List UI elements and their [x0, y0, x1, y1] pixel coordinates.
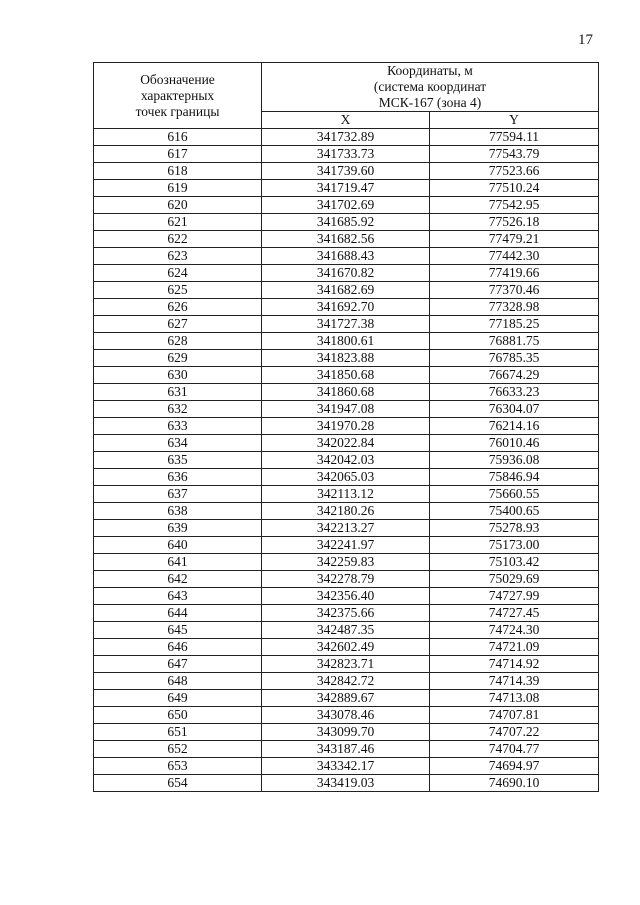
y-coordinate-cell: 75400.65 [430, 503, 599, 520]
x-coordinate-cell: 343342.17 [262, 758, 430, 775]
table-row [94, 333, 599, 350]
point-number-cell: 642 [94, 571, 262, 588]
x-coordinate-cell: 342042.03 [262, 452, 430, 469]
y-coordinate-cell: 74707.81 [430, 707, 599, 724]
x-coordinate-cell: 342022.84 [262, 435, 430, 452]
y-coordinate-cell: 77419.66 [430, 265, 599, 282]
y-coordinate-cell: 77542.95 [430, 197, 599, 214]
point-number-cell: 628 [94, 333, 262, 350]
table-row [94, 758, 599, 775]
table-row [94, 231, 599, 248]
y-coordinate-cell: 75936.08 [430, 452, 599, 469]
x-coordinate-cell: 342180.26 [262, 503, 430, 520]
y-coordinate-cell: 77510.24 [430, 180, 599, 197]
y-coordinate-cell: 77523.66 [430, 163, 599, 180]
x-coordinate-cell: 341860.68 [262, 384, 430, 401]
table-row [94, 520, 599, 537]
point-number-cell: 650 [94, 707, 262, 724]
y-coordinate-cell: 75029.69 [430, 571, 599, 588]
x-coordinate-cell: 342213.27 [262, 520, 430, 537]
point-number-cell: 639 [94, 520, 262, 537]
table-row [94, 486, 599, 503]
table-row [94, 690, 599, 707]
point-number-cell: 630 [94, 367, 262, 384]
table-row [94, 282, 599, 299]
point-number-cell: 647 [94, 656, 262, 673]
y-coordinate-cell: 77479.21 [430, 231, 599, 248]
x-coordinate-cell: 341850.68 [262, 367, 430, 384]
point-number-cell: 633 [94, 418, 262, 435]
point-number-cell: 653 [94, 758, 262, 775]
y-coordinate-cell: 74721.09 [430, 639, 599, 656]
y-coordinate-cell: 74714.92 [430, 656, 599, 673]
table-row [94, 503, 599, 520]
x-coordinate-cell: 341682.69 [262, 282, 430, 299]
table-row [94, 129, 599, 146]
x-coordinate-cell: 343187.46 [262, 741, 430, 758]
table-row [94, 214, 599, 231]
point-number-cell: 636 [94, 469, 262, 486]
y-coordinate-cell: 77370.46 [430, 282, 599, 299]
x-coordinate-cell: 341682.56 [262, 231, 430, 248]
point-number-cell: 646 [94, 639, 262, 656]
y-coordinate-cell: 76785.35 [430, 350, 599, 367]
table-row [94, 316, 599, 333]
x-coordinate-cell: 343099.70 [262, 724, 430, 741]
coordinates-table [93, 62, 599, 792]
point-header-line: Обозначение [140, 71, 215, 87]
x-coordinate-cell: 342113.12 [262, 486, 430, 503]
y-coordinate-cell: 75846.94 [430, 469, 599, 486]
y-coordinate-cell: 75173.00 [430, 537, 599, 554]
table-row [94, 435, 599, 452]
table-row [94, 180, 599, 197]
point-header-line: характерных [140, 87, 215, 103]
point-number-cell: 619 [94, 180, 262, 197]
x-coordinate-cell: 341727.38 [262, 316, 430, 333]
point-number-cell: 643 [94, 588, 262, 605]
point-number-cell: 635 [94, 452, 262, 469]
x-coordinate-cell: 341702.69 [262, 197, 430, 214]
point-number-cell: 623 [94, 248, 262, 265]
x-coordinate-cell: 343078.46 [262, 707, 430, 724]
y-coordinate-cell: 75278.93 [430, 520, 599, 537]
table-row [94, 299, 599, 316]
table-row [94, 588, 599, 605]
x-coordinate-cell: 342487.35 [262, 622, 430, 639]
table-row [94, 248, 599, 265]
y-coordinate-cell: 76214.16 [430, 418, 599, 435]
x-coordinate-cell: 341733.73 [262, 146, 430, 163]
y-coordinate-cell: 75660.55 [430, 486, 599, 503]
table-row [94, 452, 599, 469]
table-row [94, 741, 599, 758]
x-coordinate-cell: 341823.88 [262, 350, 430, 367]
point-number-cell: 622 [94, 231, 262, 248]
table-row [94, 265, 599, 282]
y-coordinate-cell: 76881.75 [430, 333, 599, 350]
x-coordinate-cell: 342065.03 [262, 469, 430, 486]
table-row [94, 724, 599, 741]
y-coordinate-cell: 77526.18 [430, 214, 599, 231]
y-coordinate-cell: 74724.30 [430, 622, 599, 639]
coordinates-rows [94, 129, 599, 792]
point-number-cell: 634 [94, 435, 262, 452]
point-number-cell: 626 [94, 299, 262, 316]
x-coordinate-cell: 341800.61 [262, 333, 430, 350]
point-number-cell: 629 [94, 350, 262, 367]
y-coordinate-cell: 74727.99 [430, 588, 599, 605]
x-coordinate-cell: 342889.67 [262, 690, 430, 707]
x-coordinate-cell: 342823.71 [262, 656, 430, 673]
point-number-cell: 648 [94, 673, 262, 690]
x-coordinate-cell: 341739.60 [262, 163, 430, 180]
point-number-cell: 632 [94, 401, 262, 418]
y-column-header: Y [430, 112, 599, 129]
table-row [94, 469, 599, 486]
table-row [94, 622, 599, 639]
x-coordinate-cell: 341970.28 [262, 418, 430, 435]
page-number: 17 [578, 32, 593, 48]
point-number-cell: 649 [94, 690, 262, 707]
x-column-header: X [262, 112, 430, 129]
point-number-cell: 645 [94, 622, 262, 639]
point-number-cell: 638 [94, 503, 262, 520]
point-number-cell: 617 [94, 146, 262, 163]
point-designation-header [94, 63, 262, 129]
coords-header-line: Координаты, м [387, 63, 473, 78]
y-coordinate-cell: 74704.77 [430, 741, 599, 758]
x-coordinate-cell: 341692.70 [262, 299, 430, 316]
y-coordinate-cell: 77442.30 [430, 248, 599, 265]
y-coordinate-cell: 74694.97 [430, 758, 599, 775]
x-coordinate-cell: 342842.72 [262, 673, 430, 690]
point-number-cell: 616 [94, 129, 262, 146]
table-row [94, 775, 599, 792]
point-number-cell: 654 [94, 775, 262, 792]
x-coordinate-cell: 342375.66 [262, 605, 430, 622]
table-row [94, 639, 599, 656]
table-row [94, 197, 599, 214]
y-coordinate-cell: 77543.79 [430, 146, 599, 163]
x-coordinate-cell: 341670.82 [262, 265, 430, 282]
point-number-cell: 652 [94, 741, 262, 758]
coordinates-header [262, 63, 599, 112]
point-number-cell: 620 [94, 197, 262, 214]
point-number-cell: 625 [94, 282, 262, 299]
point-number-cell: 651 [94, 724, 262, 741]
coords-header-line: МСК-167 (зона 4) [378, 95, 482, 110]
y-coordinate-cell: 74727.45 [430, 605, 599, 622]
point-number-cell: 624 [94, 265, 262, 282]
x-coordinate-cell: 342241.97 [262, 537, 430, 554]
y-coordinate-cell: 77328.98 [430, 299, 599, 316]
y-coordinate-cell: 74713.08 [430, 690, 599, 707]
x-coordinate-cell: 341685.92 [262, 214, 430, 231]
y-coordinate-cell: 76633.23 [430, 384, 599, 401]
table-row [94, 384, 599, 401]
y-coordinate-cell: 76010.46 [430, 435, 599, 452]
x-coordinate-cell: 341947.08 [262, 401, 430, 418]
x-coordinate-cell: 343419.03 [262, 775, 430, 792]
table-row [94, 163, 599, 180]
point-number-cell: 644 [94, 605, 262, 622]
point-number-cell: 618 [94, 163, 262, 180]
x-coordinate-cell: 342259.83 [262, 554, 430, 571]
point-number-cell: 621 [94, 214, 262, 231]
table-row [94, 367, 599, 384]
table-row [94, 350, 599, 367]
x-coordinate-cell: 341688.43 [262, 248, 430, 265]
table-row [94, 571, 599, 588]
table-row [94, 605, 599, 622]
table-row [94, 401, 599, 418]
table-row [94, 656, 599, 673]
y-coordinate-cell: 74707.22 [430, 724, 599, 741]
x-coordinate-cell: 342278.79 [262, 571, 430, 588]
table-row [94, 146, 599, 163]
x-coordinate-cell: 341732.89 [262, 129, 430, 146]
point-number-cell: 627 [94, 316, 262, 333]
point-header-line: точек границы [135, 103, 220, 119]
x-coordinate-cell: 342356.40 [262, 588, 430, 605]
y-coordinate-cell: 75103.42 [430, 554, 599, 571]
coords-header-line: (система координат [373, 79, 487, 94]
table-row [94, 537, 599, 554]
x-coordinate-cell: 341719.47 [262, 180, 430, 197]
y-coordinate-cell: 77594.11 [430, 129, 599, 146]
y-coordinate-cell: 76674.29 [430, 367, 599, 384]
point-number-cell: 631 [94, 384, 262, 401]
point-number-cell: 640 [94, 537, 262, 554]
table-row [94, 418, 599, 435]
table-row [94, 673, 599, 690]
y-coordinate-cell: 76304.07 [430, 401, 599, 418]
table-row [94, 707, 599, 724]
y-coordinate-cell: 77185.25 [430, 316, 599, 333]
x-coordinate-cell: 342602.49 [262, 639, 430, 656]
y-coordinate-cell: 74690.10 [430, 775, 599, 792]
point-number-cell: 641 [94, 554, 262, 571]
table-row [94, 554, 599, 571]
point-number-cell: 637 [94, 486, 262, 503]
y-coordinate-cell: 74714.39 [430, 673, 599, 690]
